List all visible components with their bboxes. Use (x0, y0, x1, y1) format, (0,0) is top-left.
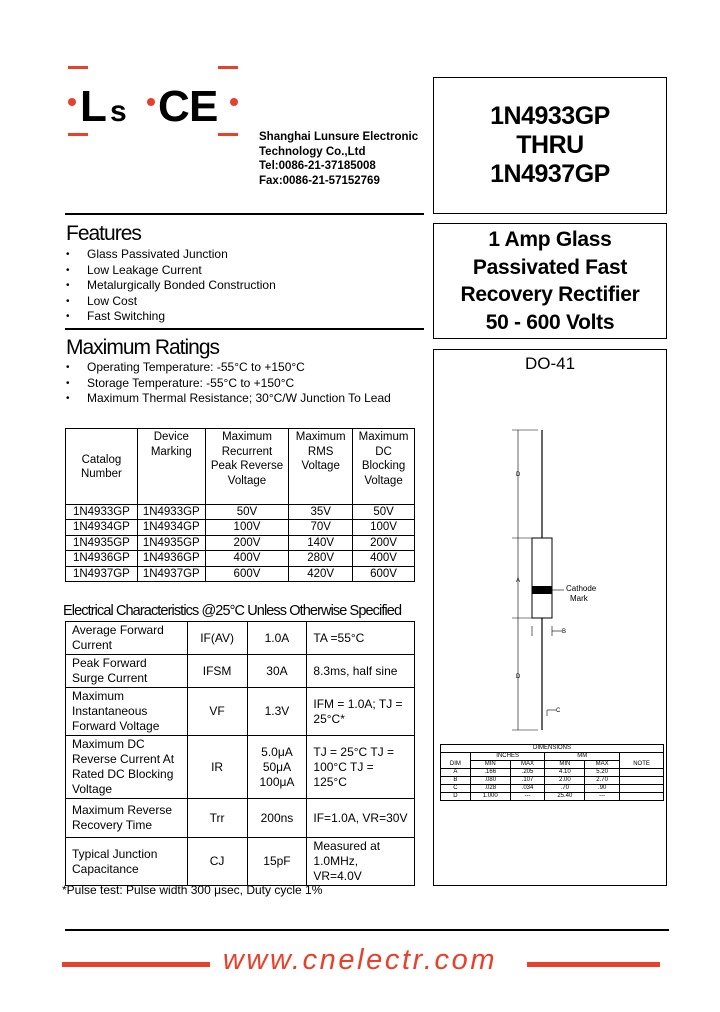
features-list (66, 247, 276, 325)
table-cell: 50V (353, 505, 415, 520)
logo-lettering (68, 66, 238, 138)
company-logo (68, 66, 238, 138)
condition-cell: IFM = 1.0A; TJ = 25°C* (307, 688, 415, 736)
condition-cell: IF=1.0A, VR=30V (307, 799, 415, 838)
dims-cell: .034 (510, 785, 545, 793)
dims-cell: .107 (510, 777, 545, 785)
table-cell: 100V (353, 520, 415, 535)
table-cell: 1N4934GP (66, 520, 138, 535)
website-link[interactable]: www.cnelectr.com (222, 944, 498, 976)
condition-cell: TA =55°C (307, 622, 415, 655)
table-cell: 1N4937GP (137, 566, 205, 581)
dims-cell: .70 (545, 785, 585, 793)
table-row (66, 520, 415, 535)
dims-cell (620, 769, 664, 777)
feature-item: • Metalurgically Bonded Construction (66, 278, 276, 294)
dims-cell: 5.20 (585, 769, 620, 777)
dims-cell (620, 793, 664, 801)
diode-outline-drawing (434, 410, 668, 800)
dims-cell: 4.10 (545, 769, 585, 777)
dims-cell (620, 777, 664, 785)
table-row (66, 551, 415, 566)
symbol-cell: CJ (187, 838, 247, 886)
table-cell: 400V (205, 551, 289, 566)
value-cell: 200ns (247, 799, 307, 838)
title-line-4: 50 - 600 Volts (485, 310, 615, 334)
value-cell: 5.0μA 50μA 100μA (247, 736, 307, 799)
col-header: Maximum Recurrent Peak Reverse Voltage (205, 429, 289, 505)
col-header: Maximum RMS Voltage (289, 429, 353, 505)
table-cell: 1N4934GP (137, 520, 205, 535)
param-cell: Maximum Instantaneous Forward Voltage (66, 688, 188, 736)
company-name-2: Technology Co.,Ltd (259, 145, 366, 158)
package-drawing-box (433, 349, 667, 886)
features-heading: Features (66, 222, 141, 245)
pulse-test-footnote: *Pulse test: Pulse width 300 μsec, Duty cycle 1% (62, 883, 323, 897)
title-line-1: 1 Amp Glass (488, 228, 612, 251)
title-line-2: Passivated Fast (472, 255, 628, 279)
table-cell: 400V (353, 551, 415, 566)
ratings-list (66, 360, 391, 407)
company-fax: Fax:0086-21-57152769 (259, 174, 380, 187)
table-cell: 1N4935GP (137, 535, 205, 550)
dims-cell: .205 (510, 769, 545, 777)
svg-text:C: C (158, 82, 190, 131)
table-cell: 1N4936GP (137, 551, 205, 566)
table-cell: 280V (289, 551, 353, 566)
value-cell: 1.3V (247, 688, 307, 736)
symbol-cell: Trr (187, 799, 247, 838)
table-cell: 140V (289, 535, 353, 550)
dims-cell: .080 (470, 777, 510, 785)
table-row (66, 838, 415, 886)
table-cell: 200V (353, 535, 415, 550)
dims-cell: C (441, 785, 471, 793)
dims-cell (620, 785, 664, 793)
condition-cell: 8.3ms, half sine (307, 655, 415, 688)
title-line-3: Recovery Rectifier (460, 283, 640, 306)
table-cell: 420V (289, 566, 353, 581)
ratings-heading: Maximum Ratings (66, 336, 220, 359)
dims-header-note: NOTE (620, 753, 664, 769)
dims-cell: 2.70 (585, 777, 620, 785)
table-cell: 1N4933GP (66, 505, 138, 520)
table-cell: 70V (289, 520, 353, 535)
table-row (66, 535, 415, 550)
part-number-box (433, 77, 667, 214)
dims-row (441, 785, 664, 793)
dims-header-min: MIN (545, 761, 585, 769)
dims-row (441, 769, 664, 777)
dims-header-max: MAX (585, 761, 620, 769)
dims-cell: --- (510, 793, 545, 801)
dims-cell: 2.00 (545, 777, 585, 785)
dims-group-mm: MM (545, 753, 620, 761)
col-header: Device Marking (137, 429, 205, 505)
symbol-cell: IFSM (187, 655, 247, 688)
col-header: Maximum DC Blocking Voltage (353, 429, 415, 505)
dim-label-d-top: D (516, 472, 521, 478)
dims-row (441, 777, 664, 785)
dims-cell: 1.000 (470, 793, 510, 801)
company-name-1: Shanghai Lunsure Electronic (259, 131, 419, 143)
param-cell: Typical Junction Capacitance (66, 838, 188, 886)
feature-item: • Low Cost (66, 294, 276, 310)
table-row (66, 622, 415, 655)
section-rule (65, 328, 424, 330)
dims-header-dim: DIM (441, 753, 471, 769)
electrical-heading: Electrical Characteristics @25°C Unless Otherwise Specified (63, 603, 402, 619)
dims-cell: D (441, 793, 471, 801)
company-tel: Tel:0086-21-37185008 (259, 160, 376, 172)
value-cell: 30A (247, 655, 307, 688)
param-cell: Maximum Reverse Recovery Time (66, 799, 188, 838)
svg-text:s: s (110, 95, 127, 128)
cathode-label: Cathode (566, 584, 597, 593)
dims-cell: B (441, 777, 471, 785)
rating-item: • Maximum Thermal Resistance; 30°C/W Junction To Lead (66, 391, 391, 407)
value-cell: 1.0A (247, 622, 307, 655)
table-cell: 1N4937GP (66, 566, 138, 581)
condition-cell: TJ = 25°C TJ = 100°C TJ = 125°C (307, 736, 415, 799)
dims-header-max: MAX (510, 761, 545, 769)
footer-accent-bar (62, 962, 210, 967)
dimensions-table (440, 744, 664, 801)
dim-label-b: B (562, 629, 567, 635)
table-row (66, 736, 415, 799)
value-cell: 15pF (247, 838, 307, 886)
table-cell: 600V (205, 566, 289, 581)
rating-item: • Operating Temperature: -55°C to +150°C (66, 360, 391, 376)
dims-group-inches: INCHES (470, 753, 545, 761)
table-cell: 100V (205, 520, 289, 535)
package-name: DO-41 (524, 354, 576, 373)
dims-row (441, 793, 664, 801)
dims-cell: .90 (585, 785, 620, 793)
table-row (66, 505, 415, 520)
ratings-table (65, 428, 415, 582)
table-cell: 35V (289, 505, 353, 520)
feature-item: • Low Leakage Current (66, 263, 276, 279)
part-line-1: 1N4933GP (490, 102, 610, 130)
electrical-table (65, 621, 415, 886)
param-cell: Maximum DC Reverse Current At Rated DC Blocking Voltage (66, 736, 188, 799)
feature-item: • Fast Switching (66, 309, 276, 325)
symbol-cell: IR (187, 736, 247, 799)
dim-label-c: C (556, 708, 561, 714)
product-title-box (433, 223, 667, 339)
table-cell: 1N4933GP (137, 505, 205, 520)
table-cell: 600V (353, 566, 415, 581)
table-cell: 1N4935GP (66, 535, 138, 550)
table-cell: 1N4936GP (66, 551, 138, 566)
svg-text:E: E (189, 82, 219, 131)
param-cell: Peak Forward Surge Current (66, 655, 188, 688)
symbol-cell: IF(AV) (187, 622, 247, 655)
footer-accent-bar (527, 962, 660, 967)
dims-cell: 25.40 (545, 793, 585, 801)
rating-item: • Storage Temperature: -55°C to +150°C (66, 376, 391, 392)
cathode-mark-label: Mark (570, 594, 588, 603)
table-row (66, 655, 415, 688)
feature-item: • Glass Passivated Junction (66, 247, 276, 263)
dim-label-d-bottom: D (516, 674, 521, 680)
part-line-3: 1N4937GP (490, 160, 610, 188)
param-cell: Average Forward Current (66, 622, 188, 655)
condition-cell: Measured at 1.0MHz, VR=4.0V (307, 838, 415, 886)
company-info (259, 130, 434, 188)
table-row (66, 566, 415, 581)
dims-cell: --- (585, 793, 620, 801)
dims-cell: .028 (470, 785, 510, 793)
symbol-cell: VF (187, 688, 247, 736)
table-row (66, 688, 415, 736)
dim-label-a: A (516, 578, 521, 584)
table-row (66, 799, 415, 838)
part-line-2: THRU (516, 131, 584, 159)
table-cell: 200V (205, 535, 289, 550)
table-cell: 50V (205, 505, 289, 520)
dims-title: DIMENSIONS (441, 745, 664, 753)
col-header: Catalog Number (66, 429, 138, 505)
dims-cell: .166 (470, 769, 510, 777)
dims-header-min: MIN (470, 761, 510, 769)
section-rule (65, 213, 424, 215)
dims-cell: A (441, 769, 471, 777)
svg-text:L: L (80, 82, 107, 131)
footer-rule (65, 929, 669, 931)
